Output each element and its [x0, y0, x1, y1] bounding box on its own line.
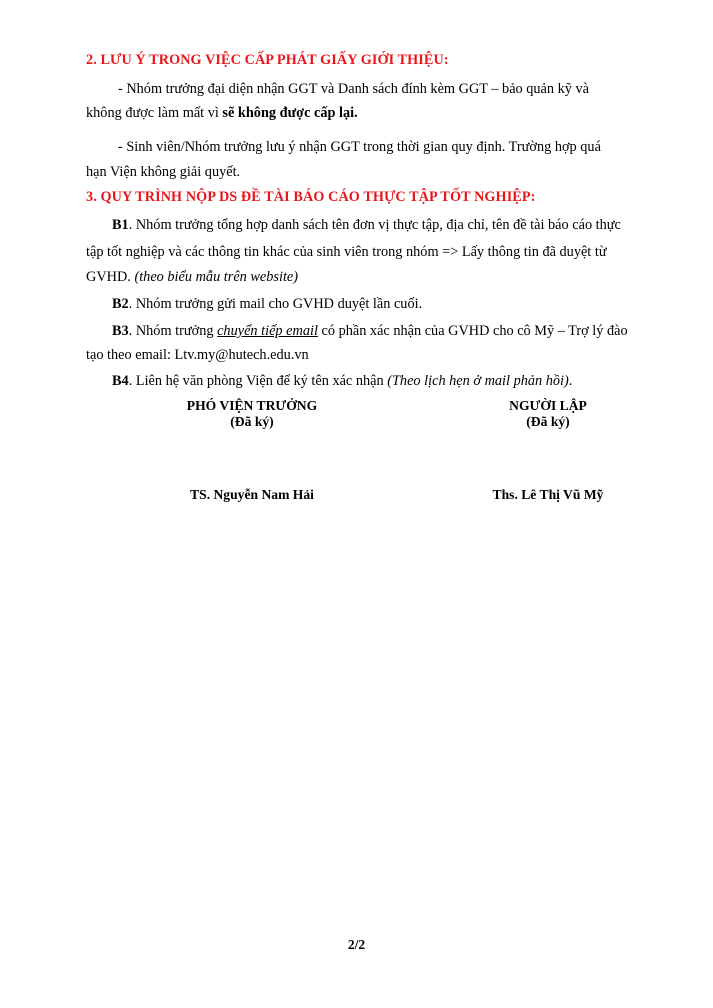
step-b3-line-2: tạo theo email: Ltv.my@hutech.edu.vn: [86, 347, 309, 363]
signature-right-name: Ths. Lê Thị Vũ Mỹ: [492, 487, 604, 502]
step-b1-label: B1: [112, 217, 129, 233]
signature-left-title: PHÓ VIỆN TRƯỞNG: [186, 398, 318, 413]
step-b2-line: [112, 295, 422, 313]
para-1-bold-warning: sẽ không được cấp lại.: [222, 105, 358, 121]
step-b2-label: B2: [112, 296, 129, 312]
section-3-heading: 3. QUY TRÌNH NỘP DS ĐỀ TÀI BÁO CÁO THỰC TẬP TỐT NGHIỆP:: [86, 189, 536, 205]
para-1-plain-text: không được làm mất vì: [86, 105, 223, 121]
step-b1-italic-note: (theo biểu mẫu trên website): [134, 269, 299, 285]
section-2-para-1-line-2: [86, 104, 358, 122]
signature-left-name: TS. Nguyễn Nam Hải: [190, 487, 314, 502]
section-2-heading: 2. LƯU Ý TRONG VIỆC CẤP PHÁT GIẤY GIỚI THIỆU:: [86, 52, 449, 68]
step-b3-label: B3: [112, 323, 129, 339]
step-b1-line-3: [86, 268, 298, 286]
step-b1-text-3: GVHD.: [86, 269, 135, 285]
signature-left-status: (Đã ký): [230, 414, 274, 429]
step-b1-line-1: [112, 216, 621, 234]
page-number: 2/2: [347, 937, 366, 952]
section-2-para-2-line-1: - Sinh viên/Nhóm trưởng lưu ý nhận GGT trong thời gian quy định. Trường hợp quá: [118, 139, 601, 155]
step-b4-label: B4: [112, 373, 129, 389]
signature-right-title: NGƯỜI LẬP: [509, 398, 587, 413]
step-b4-italic-note: (Theo lịch hẹn ở mail phản hồi): [387, 373, 569, 389]
section-2-para-2-line-2: hạn Viện không giải quyết.: [86, 164, 241, 180]
step-b3-underlined-text: chuyển tiếp email: [217, 323, 318, 339]
step-b3-text-1a: . Nhóm trưởng: [128, 323, 218, 339]
signature-right-status: (Đã ký): [526, 414, 570, 429]
step-b3-line-1: [112, 322, 628, 340]
step-b1-line-2: tập tốt nghiệp và các thông tin khác của sinh viên trong nhóm => Lấy thông tin đã duyệt từ: [86, 244, 607, 260]
step-b4-line: [112, 372, 572, 390]
step-b4-end: .: [568, 373, 573, 389]
step-b3-text-1b: có phần xác nhận của GVHD cho cô Mỹ – Trợ lý đào: [317, 323, 628, 339]
section-2-para-1-line-1: - Nhóm trưởng đại diện nhận GGT và Danh sách đính kèm GGT – bảo quản kỹ và: [118, 81, 589, 97]
step-b2-text: . Nhóm trưởng gửi mail cho GVHD duyệt lần cuối.: [128, 296, 423, 312]
step-b1-text-1: . Nhóm trưởng tổng hợp danh sách tên đơn vị thực tập, địa chỉ, tên đề tài báo cáo thực: [128, 217, 621, 233]
step-b4-text: . Liên hệ văn phòng Viện để ký tên xác nhận: [128, 373, 388, 389]
